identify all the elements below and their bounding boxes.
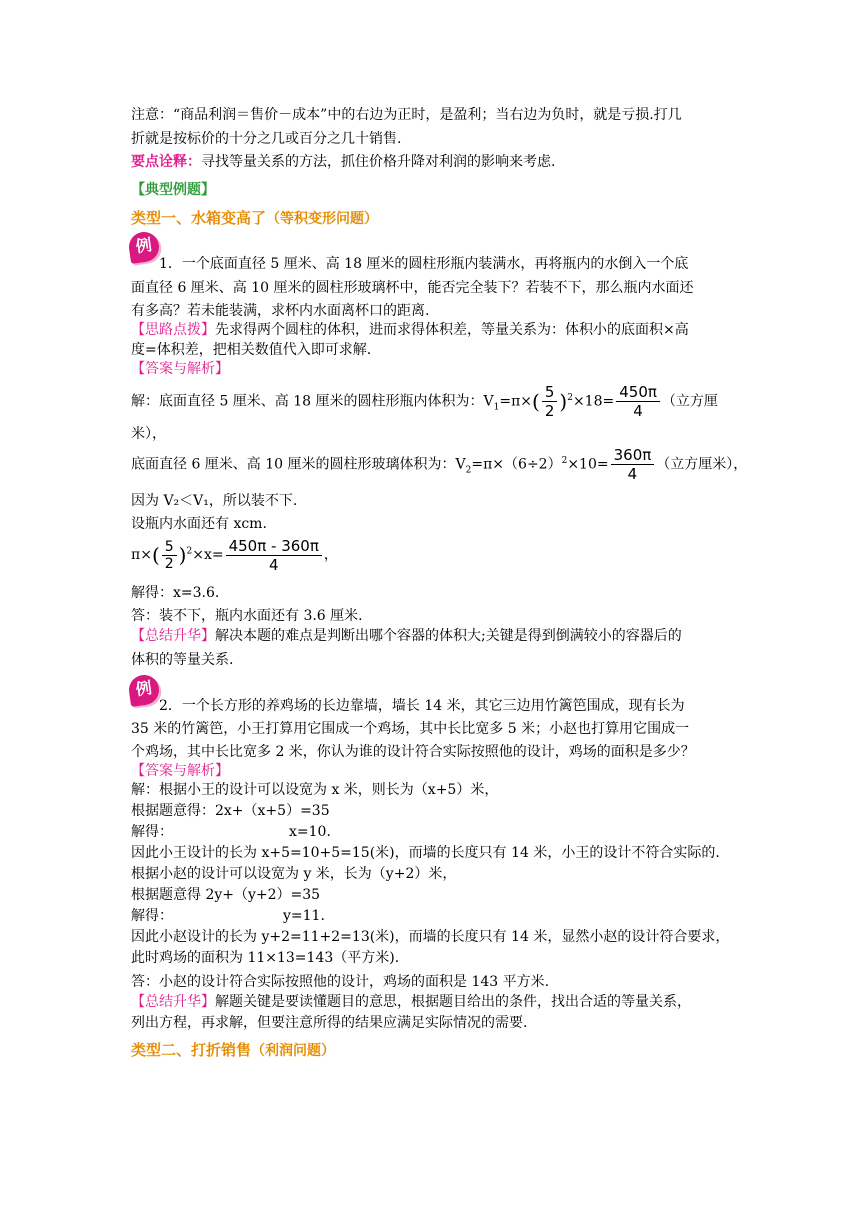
fraction-5-over-2-eq: $\frac{5}{2}$ — [162, 539, 177, 572]
ex2-step-5: 根据小赵的设计可以设宽为 y 米，长为（y+2）米， — [131, 866, 457, 882]
ex2-step-4: 因此小王设计的长为 x+5=10+5=15(米)，而墙的长度只有 14 米，小王的设计不符合实际的. — [131, 845, 720, 861]
ex2-line-1: 2．一个长方形的养鸡场的长边靠墙，墙长 14 米，其它三边用竹篱笆围成，现有长为 — [159, 698, 685, 714]
type1-subtitle: （等积变形问题） — [266, 211, 379, 227]
summary-label: 【总结升华】 — [131, 628, 215, 644]
key-point — [131, 152, 736, 172]
ex1-solution-1: 解：底面直径 5 厘米、高 18 厘米的圆柱形瓶内体积为：$V_1=\pi\times$( $\frac{5}{2}$ )$^2$×18= $\frac{450\pi}{4}$ （立方厘 — [131, 383, 718, 420]
ex1-line-3: 有多高？若未能装满，求杯内水面离杯口的距离. — [131, 303, 430, 319]
ex2-answer-label: 【答案与解析】 — [131, 763, 229, 779]
fraction-5-over-2: $\frac{5}{2}$ — [542, 383, 558, 420]
ex1-summary-1: 【总结升华】解决本题的难点是判断出哪个容器的体积大;关键是得到倒满较小的容器后的 — [131, 628, 682, 644]
ex1-solution-5: 解得：x=3.6. — [131, 585, 220, 601]
ex2-step-8: 因此小赵设计的长为 y+2=11+2=13(米)，而墙的长度只有 14 米，显然小赵的设计符合要求， — [131, 929, 730, 945]
fraction-difference-over-4: $\frac{450\pi - 360\pi}{4}$ — [226, 537, 322, 574]
type2-title: 类型二、打折销售 — [131, 1041, 252, 1059]
ex2-step-2: 根据题意得：2x+（x+5）=35 — [131, 803, 330, 819]
ex2-step-6: 根据题意得 2y+（y+2）=35 — [131, 887, 321, 903]
key-point-text: 寻找等量关系的方法，抓住价格升降对利润的影响来考虑. — [201, 154, 556, 170]
ex1-answer-label: 【答案与解析】 — [131, 361, 229, 377]
note-line-1: 注意：“商品利润＝售价－成本”中的右边为正时，是盈利；当右边为负时，就是亏损.打几 — [131, 107, 682, 123]
example-badge-icon-2: 例 — [127, 673, 161, 707]
type1-title: 类型一、水箱变高了 — [131, 209, 267, 227]
ex1-summary-2: 体积的等量关系. — [131, 652, 234, 668]
ex2-summary-2: 列出方程，再求解，但要注意所得的结果应满足实际情况的需要. — [131, 1015, 528, 1031]
fraction-450pi-over-4: $\frac{450\pi}{4}$ — [616, 383, 660, 420]
hint-label: 【思路点拨】 — [131, 322, 215, 338]
summary-label-2: 【总结升华】 — [131, 994, 215, 1010]
ex2-step-7: 解得： y=11. — [131, 908, 325, 924]
ex2-step-1: 解：根据小王的设计可以设宽为 x 米，则长为（x+5）米， — [131, 782, 499, 798]
type2-subtitle: （利润问题） — [251, 1043, 336, 1059]
ex1-line-1: 1．一个底面直径 5 厘米、高 18 厘米的圆柱形瓶内装满水，再将瓶内的水倒入一个底 — [159, 256, 689, 272]
example-badge-icon: 例 — [127, 230, 161, 264]
section-title: 【典型例题】 — [131, 182, 215, 198]
note-line-2: 折就是按标价的十分之几或百分之几十销售. — [131, 131, 402, 147]
ex1-solution-6: 答：装不下，瓶内水面还有 3.6 厘米. — [131, 608, 363, 624]
ex1-solution-1-cont: 米）， — [131, 426, 166, 442]
ex2-step-9: 此时鸡场的面积为 11×13=143（平方米). — [131, 950, 400, 966]
ex1-line-2: 面直径 6 厘米、高 10 厘米的圆柱形玻璃杯中，能否完全装下？若装不下，那么瓶内水面还 — [131, 280, 694, 296]
type2-heading — [131, 1040, 736, 1061]
ex1-solution-4: 设瓶内水面还有 xcm. — [131, 516, 267, 532]
ex2-step-3: 解得： x=10. — [131, 824, 331, 840]
ex1-solution-2: 底面直径 6 厘米、高 10 厘米的圆柱形玻璃体积为：$V_2=\pi\times(6\div 2)^2\times 10=$ $\frac{360\pi}{4}$ （立方厘米）， — [131, 446, 748, 483]
ex1-solution-3: 因为 V₂＜V₁，所以装不下. — [131, 493, 298, 509]
ex2-line-2: 35 米的竹篱笆，小王打算用它围成一个鸡场，其中长比宽多 5 米；小赵也打算用它围成一 — [131, 721, 690, 737]
ex2-summary-1: 【总结升华】解题关键是要读懂题目的意思，根据题目给出的条件，找出合适的等量关系， — [131, 994, 691, 1010]
ex1-equation: π×( $\frac{5}{2}$ )$^2$×x= $\frac{450\pi - 360\pi}{4}$ ， — [131, 536, 338, 574]
fraction-360pi-over-4: $\frac{360\pi}{4}$ — [611, 446, 655, 483]
ex1-hint-1 — [131, 320, 736, 340]
type1-heading — [131, 208, 736, 229]
ex2-step-10: 答：小赵的设计符合实际按照他的设计，鸡场的面积是 143 平方米. — [131, 974, 550, 990]
hint-text-1: 先求得两个圆柱的体积，进而求得体积差，等量关系为：体积小的底面积×高 — [215, 322, 689, 338]
key-point-label: 要点诠释： — [131, 154, 201, 170]
ex2-line-3: 个鸡场，其中长比宽多 2 米，你认为谁的设计符合实际按照他的设计，鸡场的面积是多少？ — [131, 744, 695, 760]
ex1-hint-2: 度=体积差，把相关数值代入即可求解. — [131, 342, 372, 358]
